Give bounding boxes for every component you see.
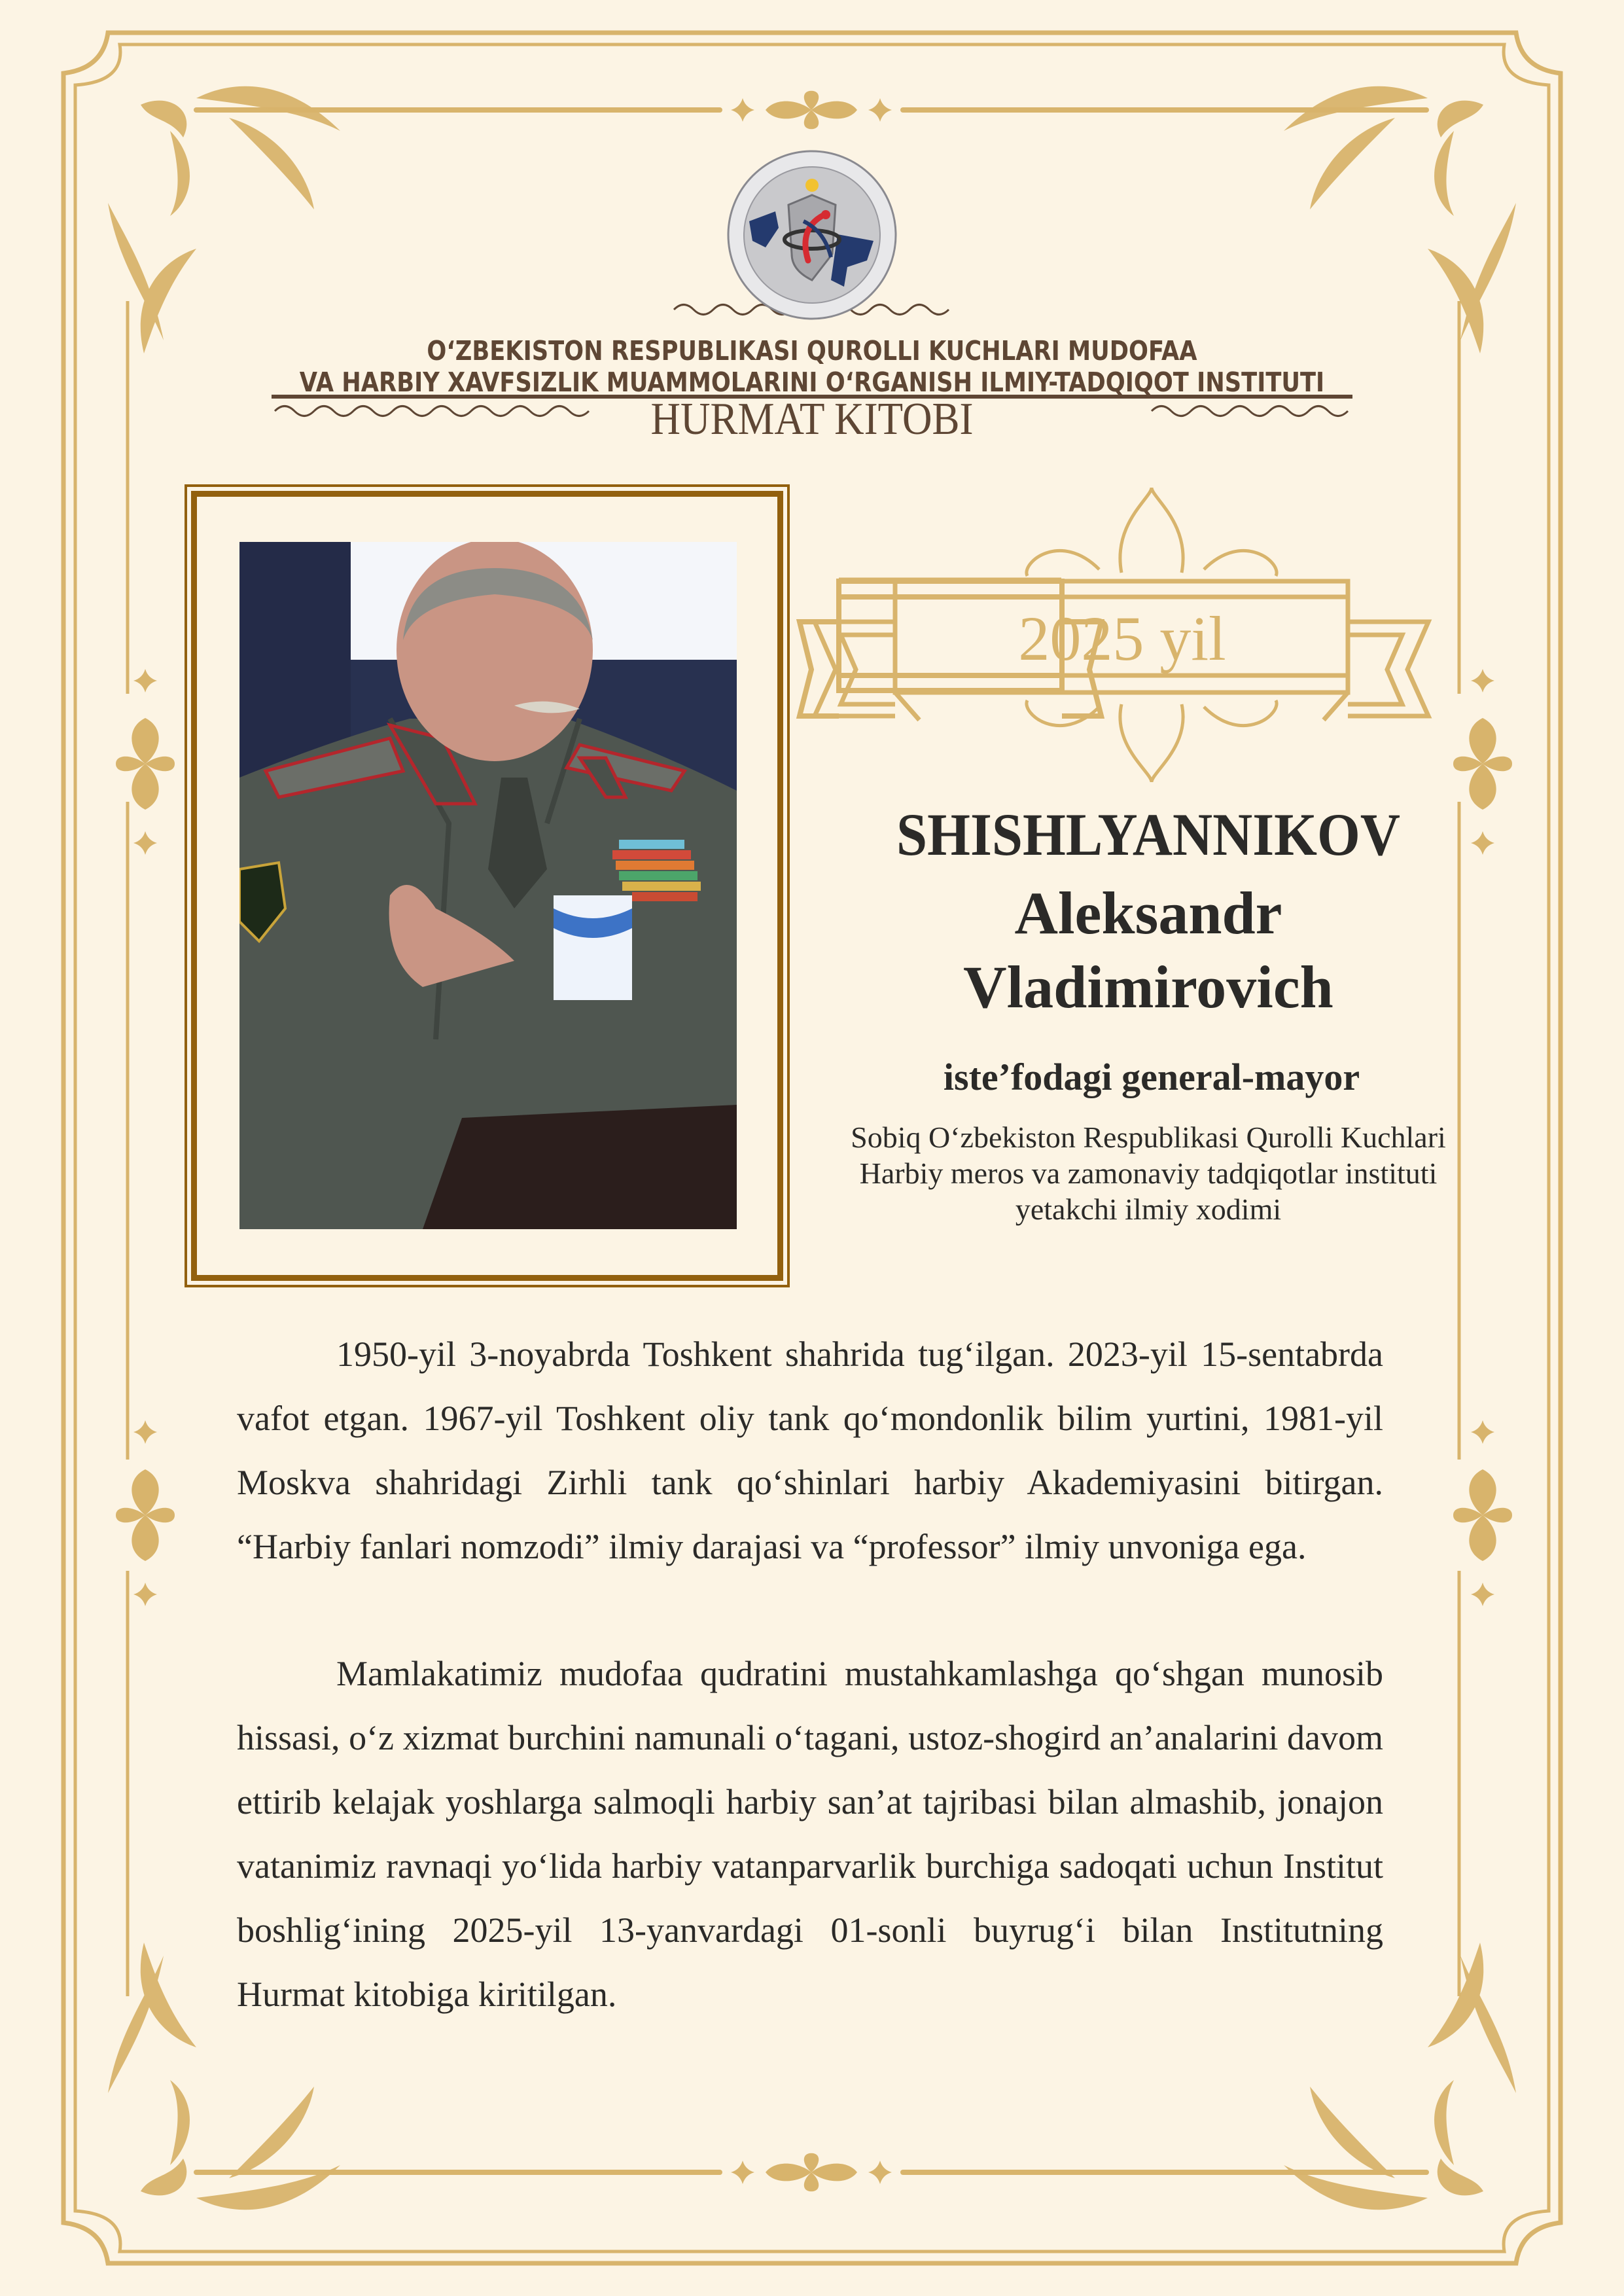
side-ornament-left-top: [116, 718, 175, 810]
bottom-center-ornament: [766, 2153, 857, 2192]
portrait-photo: [239, 542, 737, 1229]
side-ornament-right-top: [1453, 718, 1512, 810]
biography-paragraph-1: 1950-yil 3-noyabrda Toshkent shahrida tug‘ilgan. 2023-yil 15-sentabrda vafot etgan. 1967-yil Toshkent oliy tank qo‘mondonlik bilim yurtini, 1981-yil Moskva shahridagi Zirhli tank qo‘shinlari harbiy Akademiyasini bitirgan. “Harbiy fanlari nomzodi” ilmiy darajasi va “professor” ilmiy unvoniga ega.: [237, 1335, 1383, 1566]
side-ornament-left-bottom: [116, 1469, 175, 1561]
institute-emblem-icon: [726, 149, 898, 321]
year-label: 2025 yil: [1018, 603, 1226, 673]
top-center-ornament: [766, 91, 857, 130]
corner-flourish-top-left: [108, 86, 340, 353]
institute-name-line-1: O‘ZBEKISTON RESPUBLIKASI QUROLLI KUCHLARI MUDOFAA: [427, 335, 1197, 367]
corner-flourish-top-right: [1284, 86, 1516, 353]
institute-name-line-2: VA HARBIY XAVFSIZLIK MUAMMOLARINI O‘RGANISH ILMIY-TADQIQOT INSTITUTI: [299, 367, 1325, 398]
person-position: Sobiq O‘zbekiston Respublikasi Qurolli Kuchlari Harbiy meros va zamonaviy tadqiqotlar instituti yetakchi ilmiy xodimi: [851, 1121, 1446, 1226]
person-given-name: Aleksandr: [1014, 880, 1282, 946]
side-ornament-right-bottom: [1453, 1469, 1512, 1561]
person-rank: iste’fodagi general-mayor: [943, 1056, 1360, 1098]
person-patronymic: Vladimirovich: [963, 954, 1333, 1020]
person-surname: SHISHLYANNIKOV: [896, 801, 1400, 868]
book-title: HURMAT KITOBI: [650, 394, 974, 444]
biography-paragraph-2: Mamlakatimiz mudofaa qudratini mustahkamlashga qo‘shgan munosib hissasi, o‘z xizmat burchini namunali o‘tagani, ustoz-shogird an’analarini davom ettirib kelajak yoshlarga salmoqli harbiy san’at tajribasi bilan almashib, jonajon vatanimiz ravnaqi yo‘lida harbiy vatanparvarlik burchiga sadoqati uchun Institut boshlig‘ining 2025-yil 13-yanvardagi 01-sonli buyrug‘i bilan Institutning Hurmat kitobiga kiritilgan.: [237, 1654, 1383, 2014]
